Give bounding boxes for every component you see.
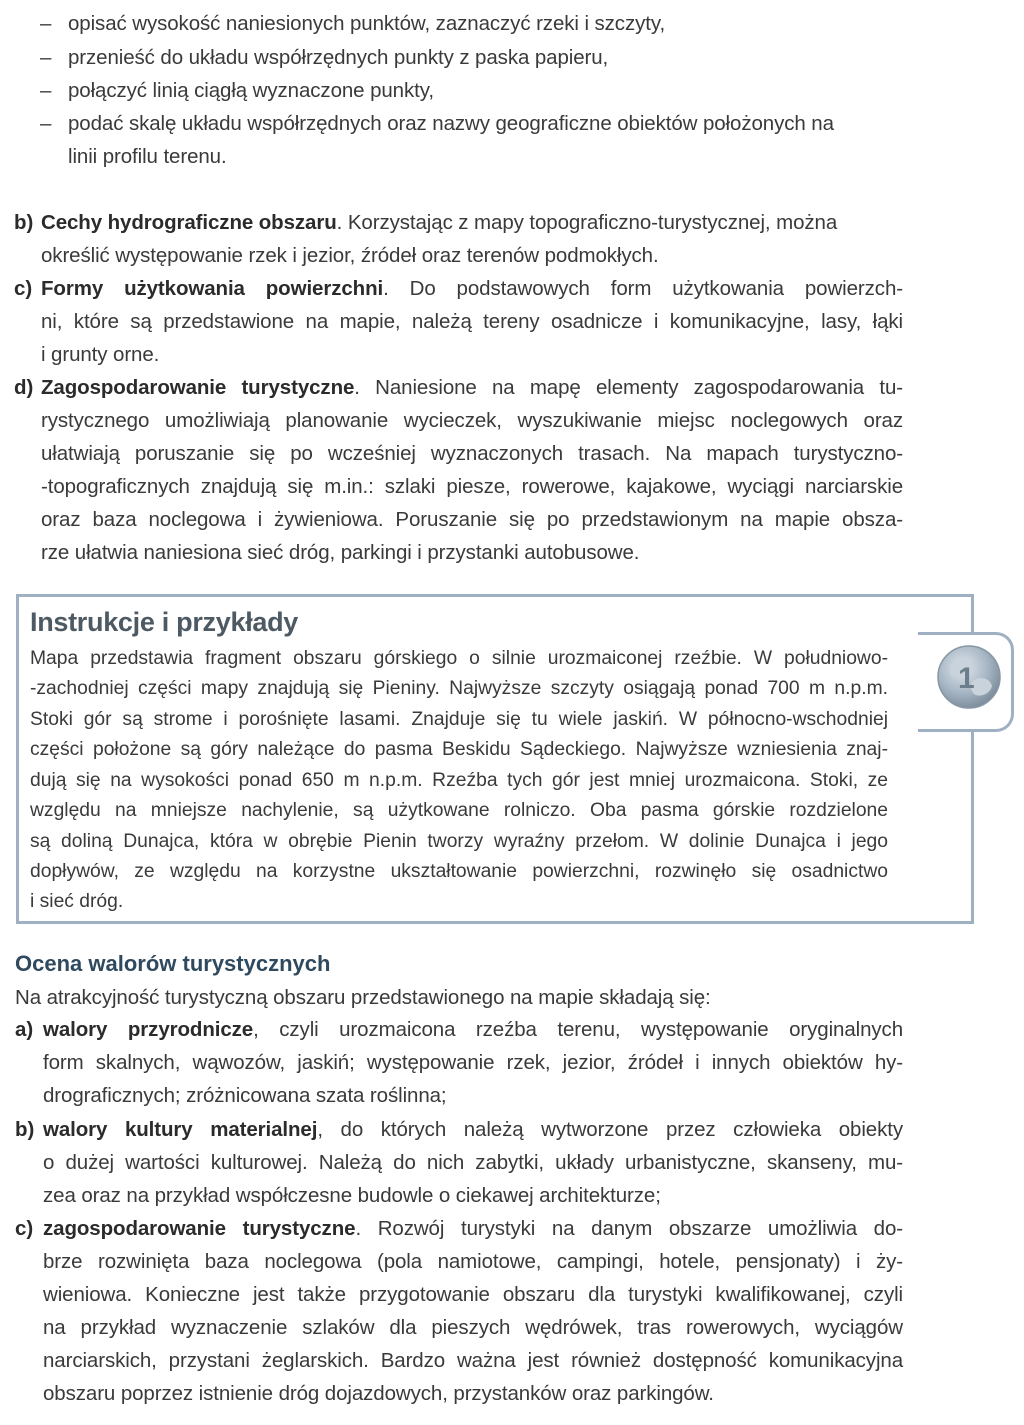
item-label-a: a): [15, 1018, 34, 1041]
list-dash: –: [40, 112, 52, 135]
term-land-use: Formy użytkowania powierzchni: [41, 277, 384, 300]
paragraph-d-line-2: rystycznego umożliwiają planowanie wycieczek, wyszukiwanie miejsc noclegowych oraz: [41, 409, 903, 432]
paragraph-c2-line-5: narciarskich, przystani żeglarskich. Bardzo ważna jest również dostępność komunikacyjna: [43, 1349, 903, 1372]
paragraph-d-line-6: rze ułatwia naniesiona sieć dróg, parkingi i przystanki autobusowe.: [41, 541, 640, 564]
list-dash: –: [40, 46, 52, 69]
term-tourism-development: Zagospodarowanie turystyczne: [41, 376, 355, 399]
paragraph-d-line-3: ułatwiają poruszanie się po wcześniej wyznaczonych trasach. Na mapach turystyczno-: [41, 442, 903, 465]
paragraph-d-line-5: oraz baza noclegowa i żywieniowa. Poruszanie się po przedstawionym na mapie obsza-: [41, 508, 903, 531]
list-item: przenieść do układu współrzędnych punkty z paska papieru,: [68, 46, 609, 69]
list-item: połączyć linią ciągłą wyznaczone punkty,: [68, 79, 434, 102]
paragraph-d-line-4: -topograficznych znajdują się m.in.: szlaki piesze, rowerowe, kajakowe, wyciągi narciarskie: [41, 475, 903, 498]
instructions-box-title: Instrukcje i przykłady: [30, 607, 299, 637]
paragraph-a-line-3: drograficznych; zróżnicowana szata roślinna;: [43, 1084, 447, 1107]
term-hydrography: Cechy hydrograficzne obszaru: [41, 211, 337, 234]
box-line: Mapa przedstawia fragment obszaru górskiego o silnie urozmaiconej rzeźbie. W południowo-: [30, 648, 888, 669]
paragraph-b-line-2: określić występowanie rzek i jezior, źródeł oraz terenów podmokłych.: [41, 244, 659, 267]
term-material-culture: walory kultury materialnej: [43, 1118, 318, 1141]
list-item-continuation: linii profilu terenu.: [68, 145, 227, 168]
box-line: -zachodniej części mapy znajdują się Pieniny. Najwyższe szczyty osiągają ponad 700 m n.p.m.: [30, 678, 888, 699]
box-line: Stoki gór są strome i porośnięte lasami. Znajduje się tu wiele jaskiń. W północno-wschodniej: [30, 709, 888, 730]
paragraph-b-line-1: Cechy hydrograficzne obszaru. Korzystając z mapy topograficzno-turystycznej, można: [41, 211, 838, 234]
paragraph-c2-line-3: wieniowa. Konieczne jest także przygotowanie obszaru dla turystyki kwalifikowanej, czyli: [43, 1283, 903, 1306]
item-label-b2: b): [15, 1118, 35, 1141]
box-line: dopływów, ze względu na korzystne ukształtowanie powierzchni, rozwinęło się osadnictwo: [30, 861, 888, 882]
paragraph-c-line-3: i grunty orne.: [41, 343, 160, 366]
item-label-c2: c): [15, 1217, 34, 1240]
badge-number: 1: [958, 662, 975, 695]
paragraph-c2-line-6: obszaru poprzez istnienie dróg dojazdowych, przystanków oraz parkingów.: [43, 1382, 714, 1405]
paragraph-c2-line-2: brze rozwinięta baza noclegowa (pola namiotowe, campingi, hotele, pensjonaty) i ży-: [43, 1250, 903, 1273]
box-line: względu na mniejsze nachylenie, są użytkowane rolniczo. Oba pasma górskie rozdzielone: [30, 800, 888, 821]
paragraph-a-line-2: form skalnych, wąwozów, jaskiń; występowanie rzek, jezior, źródeł i innych obiektów hy-: [43, 1051, 903, 1074]
term-natural-values: walory przyrodnicze: [43, 1018, 254, 1041]
list-item: podać skalę układu współrzędnych oraz nazwy geograficzne obiektów położonych na: [68, 112, 834, 135]
paragraph-a-line-1: walory przyrodnicze, czyli urozmaicona rzeźba terenu, występowanie oryginalnych: [43, 1018, 903, 1041]
globe-icon: [936, 644, 1002, 710]
box-line: części położone są góry należące do pasma Beskidu Sądeckiego. Najwyższe wzniesienia znaj-: [30, 739, 888, 760]
list-dash: –: [40, 79, 52, 102]
paragraph-b2-line-2: o dużej wartości kulturowej. Należą do nich zabytki, układy urbanistyczne, skanseny, mu-: [43, 1151, 903, 1174]
section-title: Ocena walorów turystycznych: [15, 951, 331, 976]
box-line: są doliną Dunajca, która w obrębie Pienin tworzy wyraźny przełom. W dolinie Dunajca i jego: [30, 831, 888, 852]
paragraph-d-line-1: Zagospodarowanie turystyczne. Naniesione na mapę elementy zagospodarowania tu-: [41, 376, 903, 399]
item-label-b: b): [14, 211, 34, 234]
paragraph-c2-line-1: zagospodarowanie turystyczne. Rozwój turystyki na danym obszarze umożliwia do-: [43, 1217, 903, 1240]
section-intro: Na atrakcyjność turystyczną obszaru przedstawionego na mapie składają się:: [15, 986, 711, 1009]
paragraph-c-line-1: Formy użytkowania powierzchni. Do podstawowych form użytkowania powierzch-: [41, 277, 903, 300]
paragraph-c2-line-4: na przykład wyznaczenie szlaków dla pieszych wędrówek, tras rowerowych, wyciągów: [43, 1316, 903, 1339]
list-dash: –: [40, 12, 52, 35]
box-line: dują się na wysokości ponad 650 m n.p.m. Rzeźba tych gór jest mniej urozmaicona. Stoki, ze: [30, 770, 888, 791]
item-label-c: c): [14, 277, 33, 300]
paragraph-b2-line-1: walory kultury materialnej, do których należą wytworzone przez człowieka obiekty: [43, 1118, 904, 1141]
term-tourism-infrastructure: zagospodarowanie turystyczne: [43, 1217, 356, 1240]
paragraph-c-line-2: ni, które są przedstawione na mapie, należą tereny osadnicze i komunikacyjne, lasy, łąki: [41, 310, 903, 333]
item-label-d: d): [14, 376, 34, 399]
box-line: i sieć dróg.: [30, 891, 124, 912]
paragraph-b2-line-3: zea oraz na przykład współczesne budowle o ciekawej architekturze;: [43, 1184, 661, 1207]
list-item: opisać wysokość naniesionych punktów, zaznaczyć rzeki i szczyty,: [68, 12, 666, 35]
